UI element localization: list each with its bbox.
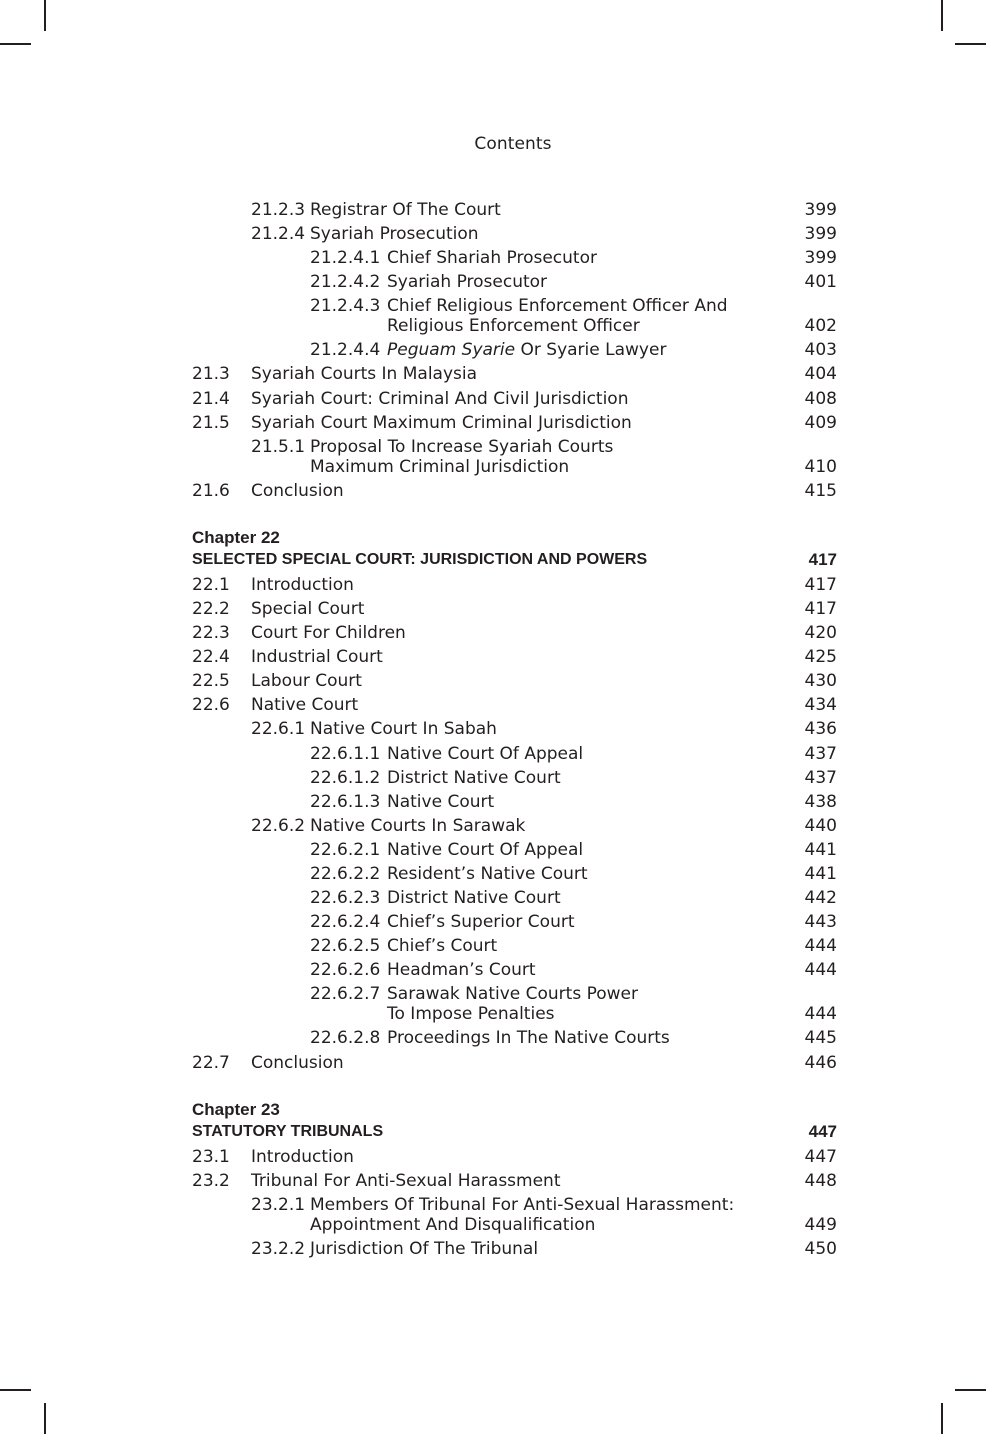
toc-entry [192,910,837,934]
entry-number: 22.6.1 [251,719,306,740]
entry-title-continued: To Impose Penalties [387,1004,555,1025]
toc-entry [192,958,837,982]
entry-page-number: 449 [804,1214,837,1235]
entry-title: Native Court Of Appeal [387,839,584,860]
entry-page-number: 440 [804,815,837,836]
entry-number: 22.6.1.1 [310,743,381,764]
entry-number: 23.1 [192,1146,230,1167]
toc-entry [192,838,837,862]
entry-title: Members Of Tribunal For Anti-Sexual Harassment: [310,1194,735,1215]
entry-page-number: 437 [804,767,837,788]
entry-title: Native Court [387,791,495,812]
entry-page-number: 437 [804,743,837,764]
entry-title: Proposal To Increase Syariah Courts [310,436,614,457]
crop-mark-top-left-vertical [44,0,46,31]
toc-entry [192,621,837,645]
entry-page-number: 436 [804,719,837,740]
toc-entry [192,982,837,1026]
entry-page-number: 444 [804,1004,837,1025]
toc-entry [192,411,837,435]
entry-number: 22.5 [192,671,230,692]
entry-title: Syariah Prosecution [310,224,479,245]
entry-title: District Native Court [387,888,561,909]
entry-title: Chief’s Court [387,936,498,957]
toc-entry [192,198,837,222]
toc-entry [192,1193,837,1237]
entry-number: 22.6.2.4 [310,912,381,933]
entry-title: Syariah Prosecutor [387,272,548,293]
entry-number: 22.4 [192,647,230,668]
entry-title-continued: Appointment And Disqualification [310,1214,596,1235]
chapter-title-row [192,1119,837,1145]
toc-entry [192,1169,837,1193]
entry-page-number: 446 [804,1052,837,1073]
entry-page-number: 403 [804,340,837,361]
entry-page-number: 399 [804,248,837,269]
entry-title: Sarawak Native Courts Power [387,984,638,1005]
entry-number: 21.3 [192,364,230,385]
entry-title: Native Court [251,695,359,716]
entry-number: 22.6.2 [251,815,306,836]
toc-entry [192,1145,837,1169]
toc-entry [192,717,837,741]
entry-number: 22.6.2.3 [310,888,381,909]
chapter-title-row [192,547,837,573]
entry-title: Native Court In Sabah [310,719,497,740]
toc-entry [192,766,837,790]
entry-title: Resident’s Native Court [387,863,588,884]
entry-page-number: 417 [804,598,837,619]
entry-page-number: 409 [804,412,837,433]
entry-title: Court For Children [251,623,406,644]
toc-entry [192,693,837,717]
entry-number: 22.6.2.2 [310,863,381,884]
entry-page-number: 399 [804,200,837,220]
entry-title: Registrar Of The Court [310,200,501,220]
entry-page-number: 434 [804,695,837,716]
toc-entry [192,435,837,479]
entry-title: Proceedings In The Native Courts [387,1028,670,1049]
chapter-page-number: 447 [808,1121,837,1141]
entry-number: 22.6 [192,695,230,716]
toc-entry [192,222,837,246]
entry-title: Conclusion [251,480,344,501]
entry-number: 21.4 [192,388,230,409]
toc-entry [192,387,837,411]
toc-entry [192,597,837,621]
entry-title: Chief’s Superior Court [387,912,575,933]
entry-page-number: 444 [804,936,837,957]
toc-entry [192,479,837,503]
toc-entry [192,294,837,338]
entry-page-number: 401 [804,272,837,293]
chapter-title: SELECTED SPECIAL COURT: JURISDICTION AND POWERS [192,550,648,568]
entry-title: Tribunal For Anti-Sexual Harassment [251,1170,561,1191]
entry-number: 21.2.3 [251,200,306,220]
table-of-contents [192,198,837,1261]
toc-entry [192,934,837,958]
entry-title: Headman’s Court [387,960,536,981]
entry-number: 21.2.4.4 [310,340,381,361]
entry-page-number: 445 [804,1028,837,1049]
entry-title: Syariah Courts In Malaysia [251,364,478,385]
entry-page-number: 404 [804,364,837,385]
entry-title: Labour Court [251,671,362,692]
entry-number: 22.6.2.7 [310,984,381,1005]
toc-entry [192,573,837,597]
entry-page-number: 448 [804,1170,837,1191]
entry-number: 22.2 [192,598,230,619]
toc-entry [192,1051,837,1075]
entry-page-number: 425 [804,647,837,668]
entry-page-number: 420 [804,623,837,644]
entry-title-italic: Peguam Syarie [387,340,516,361]
entry-number: 21.5 [192,412,230,433]
toc-entry [192,814,837,838]
entry-title: Introduction [251,1146,354,1167]
crop-mark-top-right-vertical [941,0,943,31]
entry-page-number: 442 [804,888,837,909]
entry-number: 23.2.1 [251,1194,306,1215]
entry-page-number: 443 [804,912,837,933]
entry-page-number: 417 [804,574,837,595]
entry-page-number: 402 [804,316,837,337]
entry-title: District Native Court [387,767,561,788]
entry-title: Peguam Syarie Or Syarie Lawyer [387,340,667,361]
entry-number: 21.2.4.2 [310,272,381,293]
entry-number: 21.5.1 [251,436,306,457]
entry-number: 22.1 [192,574,230,595]
crop-mark-bottom-left-horizontal [0,1389,31,1391]
crop-mark-top-left-horizontal [0,43,31,45]
entry-number: 21.2.4.3 [310,296,381,317]
entry-page-number: 430 [804,671,837,692]
toc-entry [192,645,837,669]
entry-title: Conclusion [251,1052,344,1073]
entry-number: 22.6.2.8 [310,1028,381,1049]
entry-number: 22.6.2.1 [310,839,381,860]
entry-title: Syariah Court Maximum Criminal Jurisdiction [251,412,632,433]
toc-entry [192,790,837,814]
entry-title: Native Courts In Sarawak [310,815,526,836]
toc-entry [192,742,837,766]
entry-title: Chief Religious Enforcement Officer And [387,296,728,317]
entry-page-number: 450 [804,1238,837,1259]
entry-page-number: 415 [804,480,837,501]
entry-number: 23.2 [192,1170,230,1191]
entry-page-number: 438 [804,791,837,812]
entry-page-number: 399 [804,224,837,245]
entry-page-number: 447 [804,1146,837,1167]
toc-entry [192,362,837,386]
toc-entry [192,669,837,693]
entry-page-number: 441 [804,839,837,860]
toc-entry [192,1026,837,1050]
entry-number: 22.6.2.6 [310,960,381,981]
entry-title: Industrial Court [251,647,383,668]
crop-mark-bottom-right-vertical [941,1403,943,1434]
toc-entry [192,862,837,886]
entry-title: Syariah Court: Criminal And Civil Jurisdiction [251,388,629,409]
entry-title-continued: Maximum Criminal Jurisdiction [310,456,570,477]
entry-number: 21.2.4.1 [310,248,381,269]
entry-title: Chief Shariah Prosecutor [387,248,597,269]
entry-number: 21.2.4 [251,224,306,245]
entry-number: 22.3 [192,623,230,644]
entry-number: 22.6.1.3 [310,791,381,812]
toc-entry [192,246,837,270]
entry-number: 21.6 [192,480,230,501]
entry-title: Jurisdiction Of The Tribunal [310,1238,539,1259]
entry-page-number: 444 [804,960,837,981]
entry-page-number: 441 [804,863,837,884]
entry-number: 22.6.1.2 [310,767,381,788]
toc-entry [192,886,837,910]
entry-title: Native Court Of Appeal [387,743,584,764]
toc-entry [192,338,837,362]
crop-mark-bottom-right-horizontal [955,1389,986,1391]
entry-title: Special Court [251,598,365,619]
entry-page-number: 408 [804,388,837,409]
running-head: Contents [474,134,552,154]
chapter-label: Chapter 23 [192,1099,280,1119]
crop-mark-top-right-horizontal [955,43,986,45]
entry-number: 22.7 [192,1052,230,1073]
entry-number: 23.2.2 [251,1238,306,1259]
entry-title-continued: Religious Enforcement Officer [387,316,640,337]
toc-entry [192,270,837,294]
entry-title: Introduction [251,574,354,595]
crop-mark-bottom-left-vertical [44,1403,46,1434]
entry-page-number: 410 [804,456,837,477]
toc-entry [192,1237,837,1261]
chapter-page-number: 417 [808,549,837,569]
chapter-label: Chapter 22 [192,527,280,547]
chapter-title: STATUTORY TRIBUNALS [192,1122,384,1140]
entry-number: 22.6.2.5 [310,936,381,957]
